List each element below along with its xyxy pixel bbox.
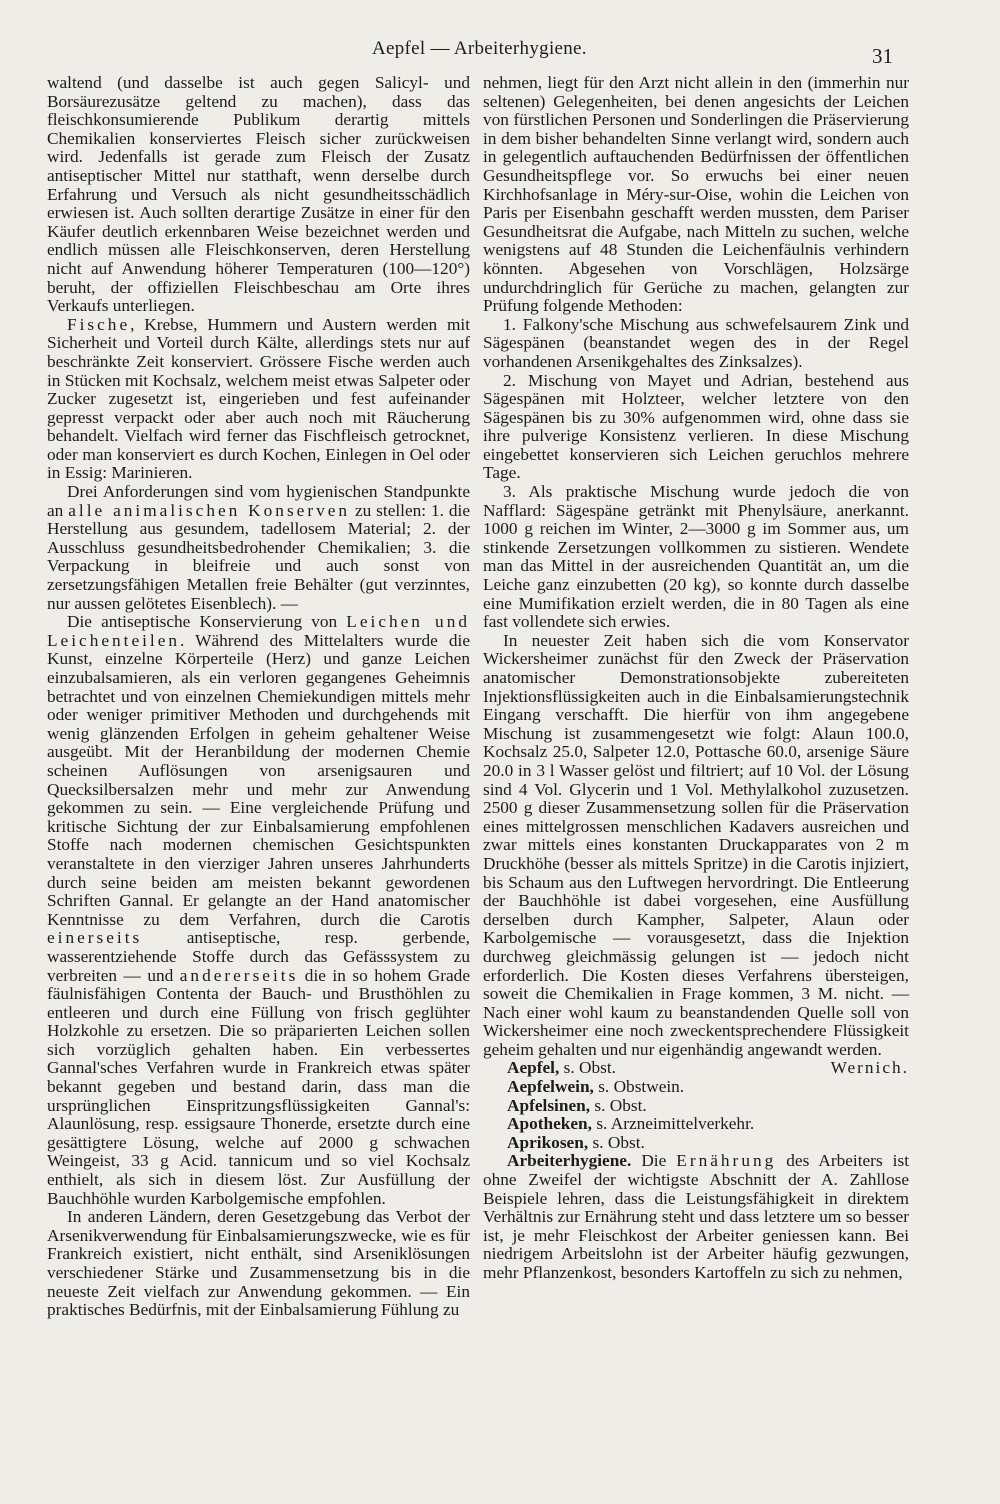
paragraph-text: , Krebse, Hummern und Austern werden mit Sicherheit und Vorteil durch Kälte, allerdings stets nur auf beschränkte Zeit konserviert. Grössere Fische werden auch in Stücken mit Kochsalz, welchem meist etwas Salpeter oder Zucker zugesetzt ist, eingerieben und fest aufeinander gepresst verpackt oder aber auch noch mit Räucherung behandelt. Vielfach wird ferner das Fischfleisch getrocknet, oder man konserviert es durch Kochen, Einlegen in Oel oder in Essig: Marinieren. (47, 314, 470, 483)
paragraph-text: . Während des Mittelalters wurde die Kunst, einzelne Körperteile (Herz) und ganze Leichen einzubalsamieren, als ein verloren gegangenes Geheimnis betrachtet und von einzelnen Chemiekundigen mittels mehr oder weniger primitiver Methoden und durchgehends mit wenig glänzenden Erfolgen in geheim gehaltener Weise ausgeübt. Mit der Heranbildung der modernen Chemie scheinen Auflösungen von arsenigsauren und Quecksilbersalzen mehr und mehr zur Anwendung gekommen zu sein. — Eine vergleichende Prüfung und kritische Sichtung der zur Einbalsamierung empfohlenen Stoffe nach modernen chemischen Gesichtspunkten veranstaltete in den vierziger Jahren unseres Jahrhunderts durch seine beiden am meisten bekannt gewordenen Schriften Gannal. Er gelangte an der Hand anatomischer Kenntnisse zu dem Verfahren, durch die Carotis (47, 630, 470, 929)
entry-term: Aprikosen, (507, 1132, 589, 1152)
spaced-term: einerseits (47, 928, 143, 948)
dictionary-entry (483, 1134, 909, 1153)
dictionary-entry (483, 1115, 909, 1134)
paragraph-text: des Arbeiters ist ohne Zweifel der wichtigste Abschnitt der A. Zahllose Beispiele lehren, dass die Leistungsfähigkeit in direktem Verhältnis zur Ernährung steht und dass letztere um so besser ist, je mehr Fleischkost der Arbeiter geniessen kann. Bei niedrigem Arbeitslohn ist der Arbeiter häufig gezwungen, mehr Pflanzenkost, besonders Kartoffeln zu sich zu nehmen, (483, 1151, 910, 1282)
method-item: 2. Mischung von Mayet und Adrian, bestehend aus Sägespänen mit Holzteer, welcher letztere von den Sägespänen bis zu 30% aufgenommen wird, ohne dass sie ihre pulverige Konsistenz verlieren. In diese Mischung eingebettet konservieren sich Leichen geruchlos mehrere Tage. (483, 370, 909, 483)
paragraph: waltend (und dasselbe ist auch gegen Salicyl- und Borsäurezusätze geltend zu machen), dass das fleischkonsumierende Publikum derartig mittels Chemikalien konserviertes Fleisch sicher zurückweisen wird. Jedenfalls ist gerade zum Fleisch der Zusatz antiseptischer Mittel nur statthaft, wenn derselbe durch Erfahrung und Versuch als nicht gesundheitsschädlich erwiesen ist. Auch sollten derartige Zusätze in einer für den Käufer deutlich erkennbaren Weise bezeichnet werden und endlich müssen alle Fleischkonserven, deren Herstellung nicht auf Anwendung höherer Temperaturen (100—120°) beruht, der offiziellen Fleischbeschau am Orte ihres Verkaufs unterliegen. (47, 73, 470, 316)
entry-term: Arbeiterhygiene. (507, 1151, 632, 1171)
spaced-term: andererseits (179, 965, 299, 985)
entry-reference: s. Arzneimittelverkehr. (596, 1114, 755, 1134)
paragraph-text: antiseptische, resp. gerbende, wasserentziehende Stoffe durch das Gefässsystem zu verbreiten — und (47, 928, 470, 985)
page-header (0, 36, 1000, 70)
left-column (47, 74, 470, 1320)
dictionary-entry (483, 1078, 909, 1097)
paragraph-text: Die (631, 1151, 677, 1171)
entry-reference: s. Obstwein. (598, 1077, 685, 1097)
entry-term: Apotheken, (507, 1114, 592, 1134)
entry-term: Aepfelwein, (507, 1077, 594, 1097)
entry-term: Apfelsinen, (507, 1095, 591, 1115)
paragraph-text: zu stellen: 1. die Herstellung aus gesundem, tadellosem Material; 2. der Ausschluss gesundheitsbedrohender Chemikalien; 3. die Verpackung in bleifreie und auch sonst von zersetzungsfähigen Metallen freie Behälter (gut verzinntes, nur aussen gelötetes Eisenblech). — (47, 500, 470, 613)
page-number: 31 (872, 44, 893, 68)
method-item: 3. Als praktische Mischung wurde jedoch die von Nafflard: Sägespäne getränkt mit Phenylsäure, anerkannt. 1000 g reichen im Winter, 2—3000 g im Sommer aus, um stinkende Zersetzungen vollkommen zu sistieren. Wendete man das Mittel in der ausreichenden Quantität an, um die Leiche ganz einzubetten (20 kg), so konnte durch dasselbe eine Mumifikation erzielt werden, die in 80 Tagen als eine fast vollendete sich erwies. (483, 482, 909, 632)
paragraph-text: die in so hohem Grade fäulnisfähigen Contenta der Bauch- und Brusthöhlen zu entleeren und durch eine Füllung von frisch geglühter Holzkohle zu ersetzen. Die so präparierten Leichen sollen sich vorzüglich gehalten haben. Ein verbessertes Gannal'sches Verfahren wurde in Frankreich etwas später bekannt gegeben und bestand darin, dass man die ursprünglichen Einspritzungsflüssigkeiten Gannal's: Alaunlösung, resp. essigsaure Thonerde, ersetzte durch eine gesättigtere Lösung, welche auf 2000 g schwachen Weingeist, 33 g Acid. tannicum und so viel Kochsalz enthielt, als sich in diesem löst. Zur Ausfüllung der Bauchhöhle wurden Karbolgemische empfohlen. (47, 965, 470, 1208)
dictionary-entry (483, 1152, 909, 1282)
spaced-term: Fische (67, 314, 131, 334)
dictionary-entry (483, 1097, 909, 1116)
spaced-term: Ernährung (676, 1151, 777, 1171)
paragraph-text: Drei Anforderungen sind vom hygienischen Standpunkte an (47, 482, 470, 520)
entry-reference: s. Obst. (563, 1058, 616, 1078)
spaced-term: Leichen und Leichenteilen (47, 612, 470, 650)
right-column (483, 74, 909, 1283)
entry-reference: s. Obst. (592, 1132, 645, 1152)
spaced-term: alle animalischen Konserven (68, 500, 351, 520)
author-signature: Wernich. (830, 1058, 909, 1078)
entry-reference: s. Obst. (594, 1095, 647, 1115)
paragraph-text: In neuester Zeit haben sich die vom Konservator Wickersheimer zunächst für den Zweck der Präservation anatomischer Demonstrationsobjekte zubereiteten Injektionsflüssigkeiten auch in die Einbalsamierungstechnik Eingang verschafft. Die hierfür von ihm angegebene Mischung ist zusammengesetzt wie folgt: Alaun 100.0, Kochsalz 25.0, Salpeter 12.0, Pottasche 60.0, arsenige Säure 20.0 in 3 l Wasser gelöst und filtriert; auf 10 Vol. der Lösung sind 4 Vol. Glycerin und 1 Vol. Methylalkohol zuzusetzen. 2500 g dieser Zusammensetzung sollen für die Präservation eines mittelgrossen menschlichen Kadavers ausreichen und zwar mittels eines konstanten Druckapparates von 2 m Druckhöhe (besser als mittels Spritze) in die Carotis injiziert, bis Schaum aus den Luftwegen hervordringt. Die Entleerung der Bauchhöhle ist dabei vorgesehen, eine Ausfüllung derselben durch Kampher, Salpeter, Alaun oder Karbolgemische — vorausgesetzt, dass die Injektion durchweg gleichmässig gelungen ist — jedoch nicht erforderlich. Die Kosten dieses Verfahrens übersteigen, soweit die Chemikalien in Frage kommen, 3 M. nicht. — Nach einer wohl kaum zu beanstandenden Quelle soll von Wickersheimer eine noch zweckentsprechendere Flüssigkeit geheim gehalten und nur eigenhändig angewandt werden. (483, 630, 909, 1059)
entry-term: Aepfel, (507, 1058, 560, 1078)
method-item: 1. Falkony'sche Mischung aus schwefelsaurem Zink und Sägespänen (beanstandet wegen des in der Regel vorhandenen Arsenikgehaltes des Zinksalzes). (483, 314, 909, 371)
paragraph: In anderen Ländern, deren Gesetzgebung das Verbot der Arsenikverwendung für Einbalsamierungszwecke, wie es für Frankreich existiert, nicht enthält, sind Arseniklösungen verschiedener Stärke und Zusammensetzung bis in die neueste Zeit vielfach zur Anwendung gekommen. — Ein praktisches Bedürfnis, mit der Einbalsamierung Fühlung zu (47, 1207, 470, 1320)
paragraph: nehmen, liegt für den Arzt nicht allein in den (immerhin nur seltenen) Gelegenheiten, bei denen angesichts der Leichen von fürstlichen Personen und Sonderlingen die Präservierung in dem bisher behandelten Sinne verlangt wird, sondern auch in gelegentlich auftauchenden Bedürfnissen der öffentlichen Gesundheitspflege vor. So erwuchs bei einer neuen Kirchhofsanlage in Méry-sur-Oise, wohin die Leichen von Paris per Eisenbahn geschafft werden mussten, dem Pariser Gesundheitsrat die Aufgabe, nach Mitteln zu suchen, welche wenigstens auf 48 Stunden die Leichenfäulnis verhindern könnten. Abgesehen von Vorschlägen, Holzsärge undurchdringlich für Gerüche zu machen, gelangten zur Prüfung folgende Methoden: (483, 73, 909, 316)
running-title: Aepfel — Arbeiterhygiene. (372, 38, 587, 59)
paragraph (47, 613, 470, 1208)
paragraph (47, 316, 470, 483)
paragraph (47, 483, 470, 613)
paragraph-text: Die antiseptische Konservierung von (67, 612, 347, 632)
